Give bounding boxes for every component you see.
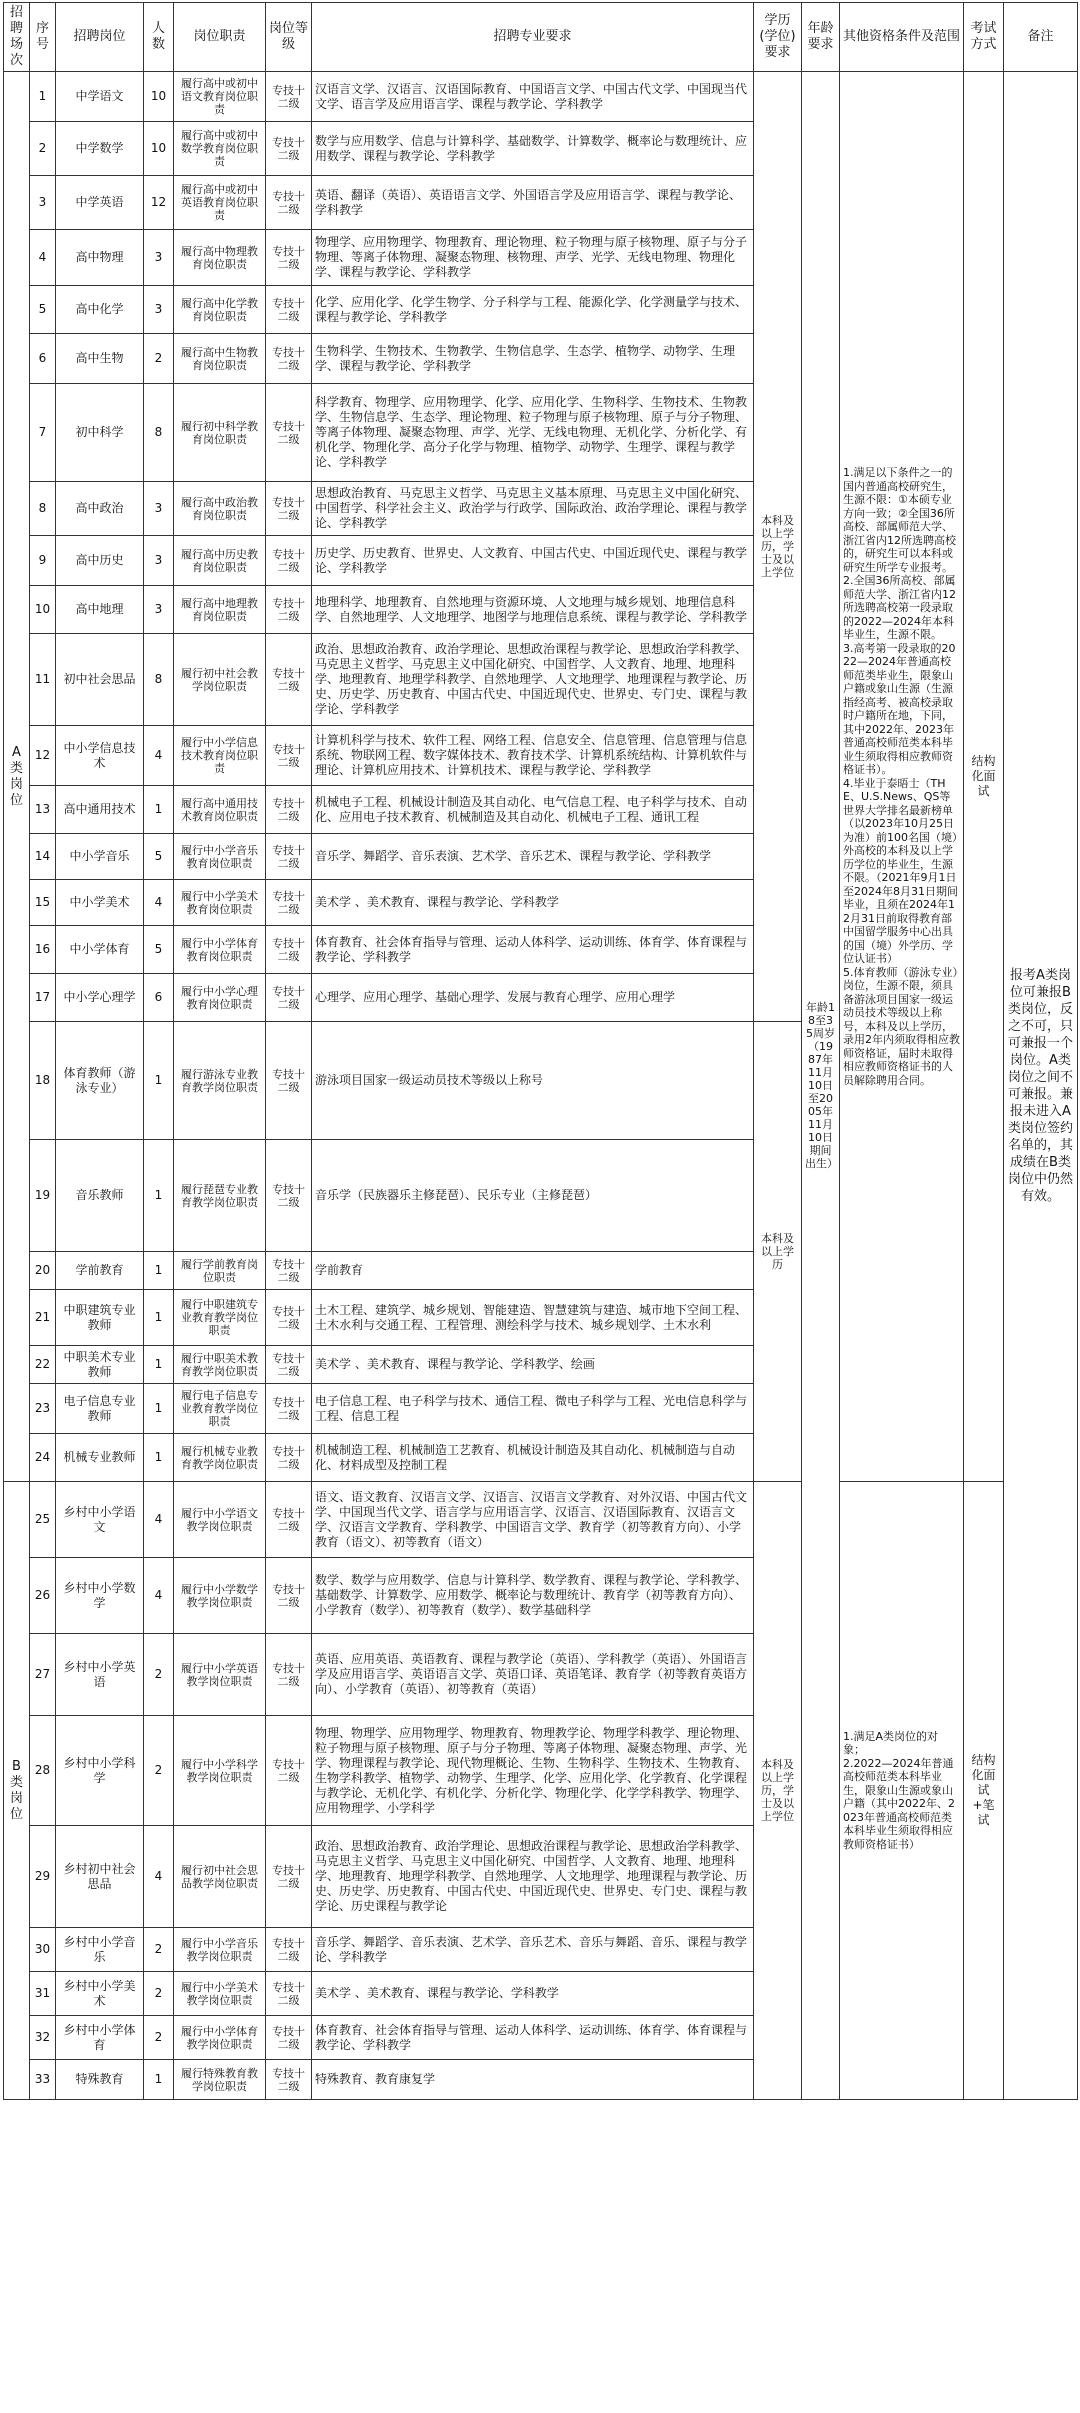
row-position: 中小学美术 (56, 880, 144, 926)
row-major: 数学与应用数学、信息与计算科学、基础数学、计算数学、概率论与数理统计、应用数学、课程与教学论、学科教学 (312, 122, 754, 176)
row-major: 物理学、应用物理学、物理教育、理论物理、粒子物理与原子核物理、原子与分子物理、等离子体物理、凝聚态物理、核物理、声学、光学、无线电物理、物理化学、课程与教学论、学科教学 (312, 230, 754, 286)
row-grade: 专技十二级 (266, 482, 312, 536)
recruitment-table (3, 2, 1078, 2100)
education-a2: 本科及以上学历 (754, 1022, 802, 1482)
row-position: 中小学信息技术 (56, 726, 144, 786)
row-major: 数学、数学与应用数学、信息与计算科学、数学教育、课程与教学论、学科教学、基础数学、计算数学、应用数学、概率论与数理统计、教育学（初等教育方向）、小学教育（数学）、初等教育（数学）、数学基础科学 (312, 1558, 754, 1634)
row-count: 3 (144, 482, 174, 536)
row-count: 10 (144, 72, 174, 122)
row-no: 20 (30, 1252, 56, 1290)
row-position: 中小学体育 (56, 926, 144, 974)
row-grade: 专技十二级 (266, 1434, 312, 1482)
row-count: 2 (144, 1634, 174, 1716)
row-duty: 履行中职建筑专业教育教学岗位职责 (174, 1290, 266, 1346)
row-position: 乡村中小学数学 (56, 1558, 144, 1634)
row-duty: 履行高中通用技术教育岗位职责 (174, 786, 266, 834)
row-no: 28 (30, 1716, 56, 1826)
row-position: 中学英语 (56, 176, 144, 230)
row-grade: 专技十二级 (266, 1482, 312, 1558)
row-no: 9 (30, 536, 56, 586)
row-position: 高中政治 (56, 482, 144, 536)
row-count: 1 (144, 1140, 174, 1252)
session-groupB: B类岗位 (4, 1482, 30, 2100)
header-remark: 备注 (1004, 3, 1078, 72)
row-position: 高中物理 (56, 230, 144, 286)
header-age: 年龄要求 (802, 3, 840, 72)
row-no: 24 (30, 1434, 56, 1482)
row-no: 14 (30, 834, 56, 880)
row-count: 2 (144, 2016, 174, 2060)
row-grade: 专技十二级 (266, 72, 312, 122)
row-duty: 履行特殊教育教学岗位职责 (174, 2060, 266, 2100)
row-position: 初中社会思品 (56, 634, 144, 726)
row-no: 31 (30, 1972, 56, 2016)
row-count: 1 (144, 786, 174, 834)
row-duty: 履行高中或初中语文教育岗位职责 (174, 72, 266, 122)
row-no: 25 (30, 1482, 56, 1558)
row-major: 机械制造工程、机械制造工艺教育、机械设计制造及其自动化、机械制造与自动化、材料成型及控制工程 (312, 1434, 754, 1482)
row-duty: 履行中小学信息技术教育岗位职责 (174, 726, 266, 786)
row-no: 10 (30, 586, 56, 634)
row-duty: 履行电子信息专业教育教学岗位职责 (174, 1384, 266, 1434)
row-grade: 专技十二级 (266, 586, 312, 634)
row-major: 心理学、应用心理学、基础心理学、发展与教育心理学、应用心理学 (312, 974, 754, 1022)
row-major: 美术学 、美术教育、课程与教学论、学科教学 (312, 1972, 754, 2016)
row-duty: 履行中小学音乐教育岗位职责 (174, 834, 266, 880)
row-count: 4 (144, 880, 174, 926)
header-no: 序号 (30, 3, 56, 72)
row-grade: 专技十二级 (266, 1290, 312, 1346)
row-grade: 专技十二级 (266, 2060, 312, 2100)
row-grade: 专技十二级 (266, 122, 312, 176)
header-duty: 岗位职责 (174, 3, 266, 72)
row-grade: 专技十二级 (266, 974, 312, 1022)
row-count: 2 (144, 1716, 174, 1826)
row-position: 高中化学 (56, 286, 144, 334)
header-grade: 岗位等级 (266, 3, 312, 72)
row-no: 8 (30, 482, 56, 536)
row-count: 3 (144, 536, 174, 586)
row-major: 历史学、历史教育、世界史、人文教育、中国古代史、中国近现代史、课程与教学论、学科教学 (312, 536, 754, 586)
row-count: 5 (144, 834, 174, 880)
row-duty: 履行高中物理教育岗位职责 (174, 230, 266, 286)
row-grade: 专技十二级 (266, 230, 312, 286)
table-row (4, 72, 1078, 122)
row-no: 15 (30, 880, 56, 926)
row-grade: 专技十二级 (266, 926, 312, 974)
row-count: 8 (144, 384, 174, 482)
row-major: 政治、思想政治教育、政治学理论、思想政治课程与教学论、思想政治学科教学、马克思主义哲学、马克思主义中国化研究、中国哲学、人文教育、地理、地理科学、地理教育、地理学科教学、自然地理学、人文地理学、地理课程与教学论、历史、历史学、历史教育、中国古代史、中国近现代史、世界史、专门史、课程与教学论、学科教学 (312, 634, 754, 726)
header-education: 学历(学位)要求 (754, 3, 802, 72)
row-count: 1 (144, 1022, 174, 1140)
row-duty: 履行高中生物教育岗位职责 (174, 334, 266, 384)
row-count: 3 (144, 230, 174, 286)
row-major: 电子信息工程、电子科学与技术、通信工程、微电子科学与工程、光电信息科学与工程、信息工程 (312, 1384, 754, 1434)
row-no: 13 (30, 786, 56, 834)
row-no: 22 (30, 1346, 56, 1384)
row-count: 4 (144, 1482, 174, 1558)
row-count: 6 (144, 974, 174, 1022)
row-duty: 履行学前教育岗位职责 (174, 1252, 266, 1290)
row-position: 高中地理 (56, 586, 144, 634)
row-no: 5 (30, 286, 56, 334)
row-no: 23 (30, 1384, 56, 1434)
row-grade: 专技十二级 (266, 1972, 312, 2016)
row-major: 机械电子工程、机械设计制造及其自动化、电气信息工程、电子科学与技术、自动化、应用电子技术教育、机械制造及其自动化、机械电子工程、通讯工程 (312, 786, 754, 834)
row-no: 29 (30, 1826, 56, 1928)
header-count: 人数 (144, 3, 174, 72)
row-position: 乡村中小学体育 (56, 2016, 144, 2060)
row-grade: 专技十二级 (266, 1826, 312, 1928)
row-grade: 专技十二级 (266, 536, 312, 586)
row-duty: 履行中小学语文教学岗位职责 (174, 1482, 266, 1558)
row-grade: 专技十二级 (266, 1022, 312, 1140)
row-no: 11 (30, 634, 56, 726)
row-major: 计算机科学与技术、软件工程、网络工程、信息安全、信息管理、信息管理与信息系统、物联网工程、数字媒体技术、教育技术学、计算机系统结构、计算机软件与理论、计算机应用技术、计算机技术、课程与教学论、学科教学 (312, 726, 754, 786)
other-conditions-a: 1.满足以下条件之一的国内普通高校研究生，生源不限：①本硕专业方向一致；②全国36所高校、部属师范大学、浙江省内12所选聘高校的，研究生可以本科或研究生所学专业报考。 2.全国36所高校、部属师范大学、浙江省内12所选聘高校第一段录取的2022—2024年本科毕业生，生源不限。 3.高考第一段录取的2022—2024年普通高校师范类毕业生，限象山户籍或象山生源（生源指经高考、被高校录取时户籍所在地，下同，其中2022年、2023年普通高校师范类本科毕业生须取得相应教师资格证书）。 4.毕业于泰晤士（THE、U.S.News、QS等世界大学排名最新榜单（以2023年10月25日为准）前100名国（境）外高校的本科及以上学历学位的毕业生，生源不限。（2021年9月1日至2024年8月31日期间毕业，且须在2024年12月31日前取得教育部中国留学服务中心出具的国（境）外学历、学位认证书） 5.体育教师（游泳专业）岗位，生源不限，须具备游泳项目国家一级运动员技术等级以上称号，本科及以上学历，录用2年内须取得相应教师资格证，届时未取得相应教师资格证书的人员解除聘用合同。 (840, 72, 964, 1482)
row-position: 高中历史 (56, 536, 144, 586)
row-major: 政治、思想政治教育、政治学理论、思想政治课程与教学论、思想政治学科教学、马克思主义哲学、马克思主义中国化研究、中国哲学、人文教育、地理、地理科学、地理教育、地理学科教学、自然地理学、人文地理学、地理课程与教学论、历史、历史学、历史教育、中国古代史、中国近现代史、世界史、专门史、课程与教学论、历史课程与教学论 (312, 1826, 754, 1928)
row-duty: 履行中小学体育教学岗位职责 (174, 2016, 266, 2060)
header-session: 招聘场次 (4, 3, 30, 72)
row-grade: 专技十二级 (266, 726, 312, 786)
row-position: 机械专业教师 (56, 1434, 144, 1482)
row-count: 1 (144, 1384, 174, 1434)
row-no: 21 (30, 1290, 56, 1346)
row-count: 3 (144, 286, 174, 334)
row-duty: 履行高中或初中英语教育岗位职责 (174, 176, 266, 230)
row-position: 学前教育 (56, 1252, 144, 1290)
row-no: 33 (30, 2060, 56, 2100)
row-count: 3 (144, 586, 174, 634)
row-major: 科学教育、物理学、应用物理学、化学、应用化学、生物科学、生物技术、生物教学、生物信息学、生态学、理论物理、粒子物理与原子核物理、原子与分子物理、等离子体物理、凝聚态物理、声学、光学、无线电物理、无机化学、分析化学、有机化学、物理化学、高分子化学与物理、植物学、动物学、生理学、课程与教学论、学科教学 (312, 384, 754, 482)
row-position: 乡村中小学英语 (56, 1634, 144, 1716)
row-count: 8 (144, 634, 174, 726)
row-grade: 专技十二级 (266, 1634, 312, 1716)
row-major: 学前教育 (312, 1252, 754, 1290)
row-major: 体育教育、社会体育指导与管理、运动人体科学、运动训练、体育学、体育课程与教学论、学科教学 (312, 926, 754, 974)
session-groupA: A类岗位 (4, 72, 30, 1482)
row-position: 高中通用技术 (56, 786, 144, 834)
row-major: 生物科学、生物技术、生物教学、生物信息学、生态学、植物学、动物学、生理学、课程与教学论、学科教学 (312, 334, 754, 384)
row-grade: 专技十二级 (266, 176, 312, 230)
row-grade: 专技十二级 (266, 1716, 312, 1826)
row-position: 乡村中小学科学 (56, 1716, 144, 1826)
row-major: 思想政治教育、马克思主义哲学、马克思主义基本原理、马克思主义中国化研究、中国哲学、科学社会主义、政治学与行政学、国际政治、政治学理论、课程与教学论、学科教学 (312, 482, 754, 536)
row-grade: 专技十二级 (266, 634, 312, 726)
row-major: 英语、应用英语、英语教育、课程与教学论（英语）、学科教学（英语）、外国语言学及应用语言学、英语语言文学、英语口译、英语笔译、教育学（初等教育英语方向）、小学教育（英语）、初等教育（英语） (312, 1634, 754, 1716)
education-a1: 本科及以上学历，学士及以上学位 (754, 72, 802, 1022)
row-count: 1 (144, 1346, 174, 1384)
row-grade: 专技十二级 (266, 1558, 312, 1634)
row-position: 中学数学 (56, 122, 144, 176)
row-count: 1 (144, 1434, 174, 1482)
remark-a: 报考A类岗位可兼报B类岗位，反之不可，只可兼报一个岗位。A类岗位之间不可兼报。兼报未进入A类岗位签约名单的，其成绩在B类岗位中仍然有效。 (1004, 72, 1078, 2100)
row-no: 12 (30, 726, 56, 786)
row-major: 美术学 、美术教育、课程与教学论、学科教学 (312, 880, 754, 926)
row-position: 电子信息专业教师 (56, 1384, 144, 1434)
row-major: 土木工程、建筑学、城乡规划、智能建造、智慧建筑与建造、城市地下空间工程、土木水利与交通工程、工程管理、测绘科学与技术、城乡规划学、土木水利 (312, 1290, 754, 1346)
row-major: 地理科学、地理教育、自然地理与资源环境、人文地理与城乡规划、地理信息科学、自然地理学、人文地理学、地图学与地理信息系统、课程与教学论、学科教学 (312, 586, 754, 634)
row-duty: 履行中职美术教育教学岗位职责 (174, 1346, 266, 1384)
other-conditions-b: 1.满足A类岗位的对象； 2.2022—2024年普通高校师范类本科毕业生，限象山生源或象山户籍（其中2022年、2023年普通高校师范类本科毕业生须取得相应教师资格证书） (840, 1482, 964, 2100)
row-count: 4 (144, 1826, 174, 1928)
row-grade: 专技十二级 (266, 786, 312, 834)
row-duty: 履行中小学音乐教学岗位职责 (174, 1928, 266, 1972)
row-major: 语文、语文教育、汉语言文学、汉语言、汉语言文学教育、对外汉语、中国古代文学、中国现当代文学、语言学与应用语言学、汉语言、汉语国际教育、汉语言文学、汉语言文学教育、学科教学、中国语言文学、教育学（初等教育方向）、小学教育（语文）、初等教育（语文） (312, 1482, 754, 1558)
education-b: 本科及以上学历，学士及以上学位 (754, 1482, 802, 2100)
header-row (4, 3, 1078, 72)
table-row (4, 1482, 1078, 1558)
row-position: 乡村中小学音乐 (56, 1928, 144, 1972)
row-count: 5 (144, 926, 174, 974)
row-duty: 履行高中地理教育岗位职责 (174, 586, 266, 634)
row-grade: 专技十二级 (266, 1252, 312, 1290)
row-major: 美术学 、美术教育、课程与教学论、学科教学、绘画 (312, 1346, 754, 1384)
row-count: 4 (144, 1558, 174, 1634)
row-duty: 履行中小学体育教育岗位职责 (174, 926, 266, 974)
row-no: 6 (30, 334, 56, 384)
row-no: 18 (30, 1022, 56, 1140)
row-major: 音乐学（民族器乐主修琵琶）、民乐专业（主修琵琶） (312, 1140, 754, 1252)
row-no: 4 (30, 230, 56, 286)
header-position: 招聘岗位 (56, 3, 144, 72)
row-duty: 履行中小学美术教学岗位职责 (174, 1972, 266, 2016)
row-major: 游泳项目国家一级运动员技术等级以上称号 (312, 1022, 754, 1140)
row-duty: 履行游泳专业教育教学岗位职责 (174, 1022, 266, 1140)
row-position: 中小学心理学 (56, 974, 144, 1022)
row-major: 音乐学、舞蹈学、音乐表演、艺术学、音乐艺术、课程与教学论、学科教学 (312, 834, 754, 880)
row-major: 物理、物理学、应用物理学、物理教育、物理教学论、物理学科教学、理论物理、粒子物理与原子核物理、原子与分子物理、等离子体物理、凝聚态物理、声学、光学、物理课程与教学论、现代物理概论、生物、生物科学、生物技术、生物教育、生物学科教学、植物学、动物学、生理学、化学、应用化学、化学教育、化学课程与教学论、无机化学、有机化学、分析化学、物理化学、化学学科教学、物理学、应用物理学、小学科学 (312, 1716, 754, 1826)
row-position: 中学语文 (56, 72, 144, 122)
row-duty: 履行琵琶专业教育教学岗位职责 (174, 1140, 266, 1252)
age-column: 年龄18至35周岁（1987年11月10日至2005年11月10日期间出生） (802, 72, 840, 2100)
row-count: 1 (144, 1290, 174, 1346)
row-duty: 履行高中化学教育岗位职责 (174, 286, 266, 334)
row-grade: 专技十二级 (266, 334, 312, 384)
row-duty: 履行高中或初中数学教育岗位职责 (174, 122, 266, 176)
row-no: 16 (30, 926, 56, 974)
row-no: 2 (30, 122, 56, 176)
row-duty: 履行初中科学教育岗位职责 (174, 384, 266, 482)
row-major: 音乐学、舞蹈学、音乐表演、艺术学、音乐艺术、音乐与舞蹈、音乐、课程与教学论、学科教学 (312, 1928, 754, 1972)
row-no: 26 (30, 1558, 56, 1634)
row-no: 30 (30, 1928, 56, 1972)
row-no: 27 (30, 1634, 56, 1716)
row-grade: 专技十二级 (266, 1384, 312, 1434)
row-duty: 履行中小学心理教育岗位职责 (174, 974, 266, 1022)
method-b: 结构化面试+笔试 (964, 1482, 1004, 2100)
row-grade: 专技十二级 (266, 1346, 312, 1384)
row-duty: 履行初中社会教学岗位职责 (174, 634, 266, 726)
row-no: 17 (30, 974, 56, 1022)
row-position: 初中科学 (56, 384, 144, 482)
row-position: 乡村中小学美术 (56, 1972, 144, 2016)
row-position: 中职建筑专业教师 (56, 1290, 144, 1346)
row-no: 3 (30, 176, 56, 230)
row-count: 2 (144, 1972, 174, 2016)
row-position: 中小学音乐 (56, 834, 144, 880)
row-grade: 专技十二级 (266, 1140, 312, 1252)
row-grade: 专技十二级 (266, 2016, 312, 2060)
row-position: 乡村中小学语文 (56, 1482, 144, 1558)
header-other: 其他资格条件及范围 (840, 3, 964, 72)
row-grade: 专技十二级 (266, 1928, 312, 1972)
header-method: 考试方式 (964, 3, 1004, 72)
row-major: 化学、应用化学、化学生物学、分子科学与工程、能源化学、化学测量学与技术、课程与教学论、学科教学 (312, 286, 754, 334)
row-grade: 专技十二级 (266, 384, 312, 482)
row-count: 4 (144, 726, 174, 786)
row-duty: 履行高中历史教育岗位职责 (174, 536, 266, 586)
row-count: 1 (144, 2060, 174, 2100)
row-duty: 履行中小学美术教育岗位职责 (174, 880, 266, 926)
row-count: 2 (144, 334, 174, 384)
row-position: 体育教师（游泳专业） (56, 1022, 144, 1140)
row-major: 英语、翻译（英语）、英语语言文学、外国语言学及应用语言学、课程与教学论、学科教学 (312, 176, 754, 230)
header-major: 招聘专业要求 (312, 3, 754, 72)
row-no: 32 (30, 2016, 56, 2060)
row-position: 高中生物 (56, 334, 144, 384)
row-position: 中职美术专业教师 (56, 1346, 144, 1384)
row-position: 乡村初中社会思品 (56, 1826, 144, 1928)
row-position: 音乐教师 (56, 1140, 144, 1252)
row-no: 1 (30, 72, 56, 122)
row-duty: 履行机械专业教育教学岗位职责 (174, 1434, 266, 1482)
row-duty: 履行中小学科学教学岗位职责 (174, 1716, 266, 1826)
method-a: 结构化面试 (964, 72, 1004, 1482)
row-duty: 履行中小学数学教学岗位职责 (174, 1558, 266, 1634)
row-count: 2 (144, 1928, 174, 1972)
row-count: 10 (144, 122, 174, 176)
row-grade: 专技十二级 (266, 834, 312, 880)
row-major: 体育教育、社会体育指导与管理、运动人体科学、运动训练、体育学、体育课程与教学论、学科教学 (312, 2016, 754, 2060)
row-count: 12 (144, 176, 174, 230)
row-count: 1 (144, 1252, 174, 1290)
row-no: 19 (30, 1140, 56, 1252)
row-duty: 履行初中社会思品教学岗位职责 (174, 1826, 266, 1928)
row-no: 7 (30, 384, 56, 482)
row-major: 汉语言文学、汉语言、汉语国际教育、中国语言文学、中国古代文学、中国现当代文学、语言学及应用语言学、课程与教学论、学科教学 (312, 72, 754, 122)
row-major: 特殊教育、教育康复学 (312, 2060, 754, 2100)
row-grade: 专技十二级 (266, 286, 312, 334)
row-duty: 履行高中政治教育岗位职责 (174, 482, 266, 536)
row-position: 特殊教育 (56, 2060, 144, 2100)
row-duty: 履行中小学英语教学岗位职责 (174, 1634, 266, 1716)
row-grade: 专技十二级 (266, 880, 312, 926)
